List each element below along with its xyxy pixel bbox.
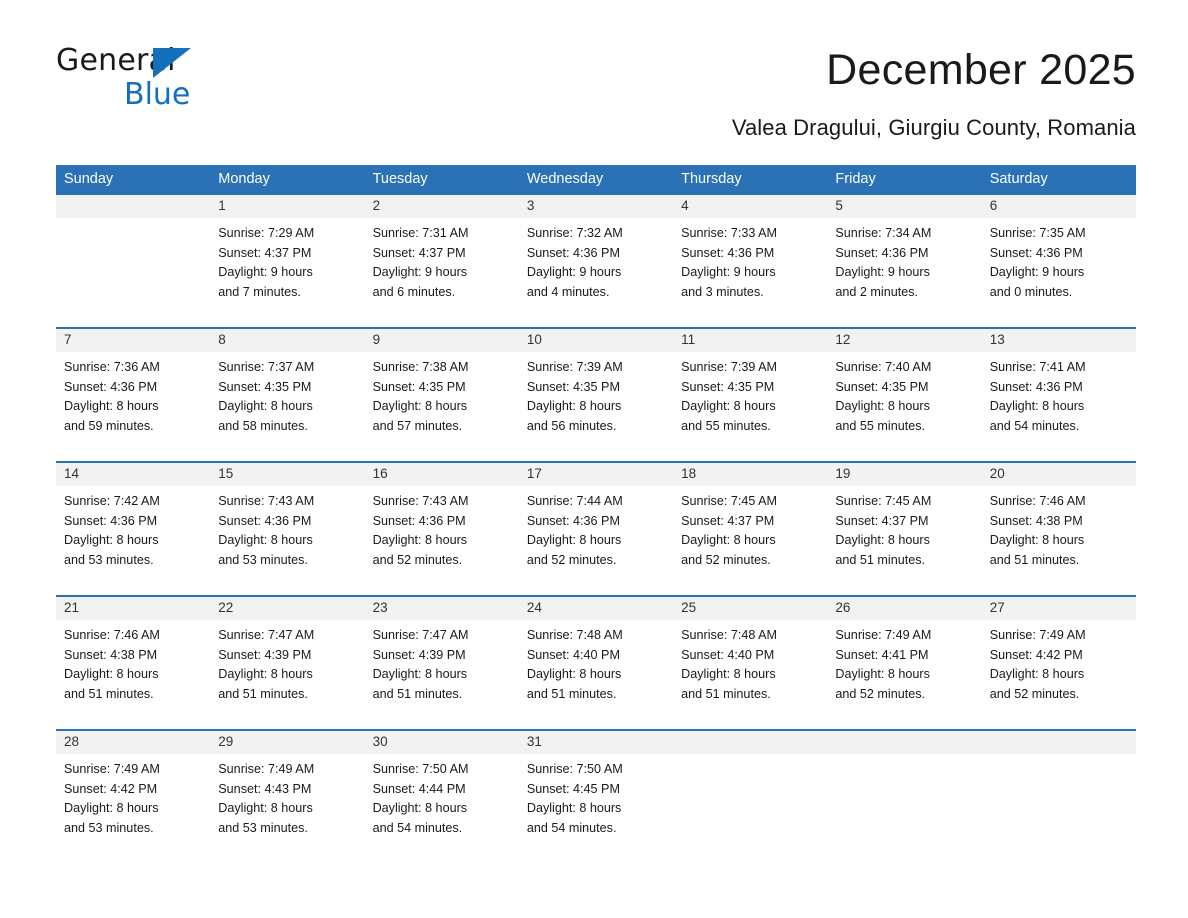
day-info-line: Daylight: 8 hours	[64, 667, 159, 682]
day-number-cell[interactable]: 8	[210, 328, 364, 352]
day-info-line: Sunrise: 7:43 AM	[372, 494, 469, 509]
day-info-cell	[827, 218, 981, 314]
day-info-line: Sunset: 4:36 PM	[218, 513, 312, 528]
spacer-cell	[365, 448, 519, 462]
day-number-cell[interactable]: 25	[673, 596, 827, 620]
weekday-header-thursday: Thursday	[673, 165, 827, 194]
day-info-line: Sunrise: 7:50 AM	[372, 762, 469, 777]
day-number-cell[interactable]: 1	[210, 194, 364, 218]
day-info-line: and 54 minutes.	[526, 820, 617, 835]
calendar-daynumber-row	[56, 462, 1136, 486]
empty-cell	[673, 754, 827, 850]
day-info-line: Sunrise: 7:39 AM	[526, 360, 623, 375]
day-number-cell[interactable]: 24	[519, 596, 673, 620]
day-number-cell[interactable]: 16	[365, 462, 519, 486]
location-subtitle: Valea Dragului, Giurgiu County, Romania	[731, 115, 1136, 141]
day-number-cell[interactable]: 6	[982, 194, 1136, 218]
day-info-line: Daylight: 8 hours	[372, 399, 468, 414]
day-info-line: Daylight: 8 hours	[681, 533, 776, 548]
day-info-cell	[673, 352, 827, 448]
day-info-line: Daylight: 8 hours	[835, 533, 930, 548]
day-info-line: Sunrise: 7:49 AM	[64, 762, 160, 777]
weekday-header-monday: Monday	[210, 165, 364, 194]
day-info-line: and 54 minutes.	[989, 418, 1080, 433]
spacer-cell	[673, 716, 827, 730]
day-info-line: Daylight: 8 hours	[989, 667, 1085, 682]
day-info-cell	[827, 352, 981, 448]
day-info-line: Sunrise: 7:33 AM	[681, 226, 778, 241]
day-info-line: Sunset: 4:45 PM	[526, 781, 620, 796]
day-number-cell[interactable]: 29	[210, 730, 364, 754]
row-spacer	[56, 314, 1136, 328]
day-info-cell	[519, 218, 673, 314]
day-info-line: Sunset: 4:43 PM	[218, 781, 312, 796]
spacer-cell	[673, 582, 827, 596]
day-info-cell	[210, 486, 364, 582]
day-number-cell[interactable]: 2	[365, 194, 519, 218]
day-info-line: and 7 minutes.	[218, 284, 301, 299]
spacer-cell	[210, 448, 364, 462]
calendar-info-row	[56, 352, 1136, 448]
day-info-line: Sunrise: 7:29 AM	[218, 226, 315, 241]
day-info-line: Sunrise: 7:34 AM	[835, 226, 932, 241]
spacer-cell	[365, 314, 519, 328]
day-info-cell	[210, 754, 364, 850]
day-info-line: Sunrise: 7:32 AM	[526, 226, 623, 241]
day-info-line: Daylight: 9 hours	[835, 265, 930, 280]
day-info-line: Daylight: 9 hours	[372, 265, 468, 280]
calendar-info-row	[56, 754, 1136, 850]
day-info-line: Daylight: 8 hours	[526, 801, 622, 816]
generalblue-logo	[56, 43, 206, 112]
calendar-info-row	[56, 486, 1136, 582]
day-info-line: and 3 minutes.	[681, 284, 764, 299]
day-info-line: and 51 minutes.	[218, 686, 308, 701]
spacer-cell	[673, 314, 827, 328]
day-info-line: Daylight: 8 hours	[835, 667, 930, 682]
day-info-line: and 2 minutes.	[835, 284, 919, 299]
day-info-line: and 53 minutes.	[218, 552, 308, 567]
day-info-line: Daylight: 8 hours	[835, 399, 930, 414]
spacer-cell	[210, 582, 364, 596]
day-info-line: and 59 minutes.	[64, 418, 154, 433]
empty-cell	[673, 730, 827, 754]
day-info-line: Sunset: 4:37 PM	[681, 513, 775, 528]
day-info-line: and 51 minutes.	[835, 552, 926, 567]
day-info-line: Sunset: 4:42 PM	[989, 647, 1083, 662]
day-info-line: Daylight: 8 hours	[989, 399, 1085, 414]
spacer-cell	[365, 582, 519, 596]
day-info-line: Daylight: 8 hours	[218, 667, 313, 682]
day-info-line: Sunrise: 7:37 AM	[218, 360, 315, 375]
day-info-line: Sunset: 4:36 PM	[681, 245, 775, 260]
day-info-line: and 57 minutes.	[372, 418, 463, 433]
day-number-cell[interactable]: 5	[827, 194, 981, 218]
day-info-line: Sunset: 4:36 PM	[835, 245, 929, 260]
day-info-line: and 51 minutes.	[64, 686, 154, 701]
day-info-cell	[210, 218, 364, 314]
logo-blue-text: Blue	[124, 77, 191, 112]
day-info-line: and 51 minutes.	[526, 686, 617, 701]
day-info-cell	[673, 486, 827, 582]
spacer-cell	[210, 314, 364, 328]
day-number-cell[interactable]: 15	[210, 462, 364, 486]
day-info-line: Sunrise: 7:50 AM	[526, 762, 623, 777]
day-info-line: and 52 minutes.	[526, 552, 617, 567]
day-info-cell	[210, 352, 364, 448]
day-info-line: and 51 minutes.	[372, 686, 463, 701]
weekday-header-saturday: Saturday	[982, 165, 1136, 194]
empty-cell	[56, 194, 210, 218]
day-info-cell	[827, 486, 981, 582]
day-info-cell	[982, 620, 1136, 716]
day-info-cell	[365, 486, 519, 582]
day-info-line: Sunset: 4:35 PM	[526, 379, 620, 394]
day-number-cell[interactable]: 14	[56, 462, 210, 486]
spacer-cell	[519, 582, 673, 596]
day-number-cell[interactable]: 18	[673, 462, 827, 486]
day-info-line: Sunrise: 7:42 AM	[64, 494, 160, 509]
spacer-cell	[982, 314, 1136, 328]
day-info-cell	[56, 486, 210, 582]
calendar-daynumber-row	[56, 596, 1136, 620]
triangle-icon	[153, 48, 191, 78]
day-info-cell	[519, 352, 673, 448]
day-info-line: Daylight: 8 hours	[526, 667, 622, 682]
day-info-line: Sunrise: 7:44 AM	[526, 494, 623, 509]
spacer-cell	[827, 582, 981, 596]
spacer-cell	[56, 314, 210, 328]
day-info-line: Sunrise: 7:40 AM	[835, 360, 932, 375]
day-info-line: and 0 minutes.	[989, 284, 1073, 299]
spacer-cell	[673, 448, 827, 462]
spacer-cell	[519, 314, 673, 328]
day-info-cell	[982, 486, 1136, 582]
day-info-cell	[827, 620, 981, 716]
day-info-line: Sunrise: 7:48 AM	[681, 628, 778, 643]
day-info-line: Sunset: 4:37 PM	[835, 513, 929, 528]
calendar-info-row	[56, 620, 1136, 716]
day-info-line: Sunset: 4:36 PM	[64, 513, 158, 528]
day-info-line: Sunset: 4:38 PM	[64, 647, 158, 662]
calendar-daynumber-row	[56, 194, 1136, 218]
day-info-line: Sunset: 4:36 PM	[372, 513, 466, 528]
day-info-line: Sunset: 4:38 PM	[989, 513, 1083, 528]
day-number-cell[interactable]: 20	[982, 462, 1136, 486]
day-info-line: and 58 minutes.	[218, 418, 308, 433]
day-number-cell[interactable]: 17	[519, 462, 673, 486]
page-header	[0, 0, 1188, 141]
day-info-line: and 6 minutes.	[372, 284, 456, 299]
day-info-line: Sunset: 4:44 PM	[372, 781, 466, 796]
calendar-info-row	[56, 218, 1136, 314]
day-info-line: Sunset: 4:35 PM	[372, 379, 466, 394]
day-info-line: Sunset: 4:36 PM	[64, 379, 158, 394]
spacer-cell	[519, 448, 673, 462]
title-block	[206, 46, 1136, 141]
day-number-cell[interactable]: 31	[519, 730, 673, 754]
day-info-cell	[365, 620, 519, 716]
spacer-cell	[827, 448, 981, 462]
day-info-line: Sunrise: 7:45 AM	[681, 494, 778, 509]
spacer-cell	[982, 716, 1136, 730]
day-info-cell	[519, 754, 673, 850]
day-number-cell[interactable]: 27	[982, 596, 1136, 620]
day-info-line: and 53 minutes.	[218, 820, 308, 835]
day-info-line: Sunset: 4:40 PM	[681, 647, 775, 662]
day-number-cell[interactable]: 30	[365, 730, 519, 754]
day-info-line: Sunrise: 7:45 AM	[835, 494, 932, 509]
spacer-cell	[365, 716, 519, 730]
row-spacer	[56, 716, 1136, 730]
day-info-line: Sunset: 4:39 PM	[218, 647, 312, 662]
day-info-cell	[519, 486, 673, 582]
calendar-body	[56, 194, 1136, 850]
empty-cell	[982, 754, 1136, 850]
day-info-cell	[982, 352, 1136, 448]
day-info-line: Daylight: 8 hours	[64, 399, 159, 414]
day-info-line: and 55 minutes.	[681, 418, 771, 433]
day-info-line: Sunrise: 7:36 AM	[64, 360, 160, 375]
day-info-line: Sunset: 4:35 PM	[218, 379, 312, 394]
day-number-cell[interactable]: 4	[673, 194, 827, 218]
day-info-cell	[365, 352, 519, 448]
day-info-line: and 54 minutes.	[372, 820, 463, 835]
day-number-cell[interactable]: 3	[519, 194, 673, 218]
day-number-cell[interactable]: 10	[519, 328, 673, 352]
calendar-daynumber-row	[56, 328, 1136, 352]
spacer-cell	[827, 314, 981, 328]
day-info-line: and 52 minutes.	[835, 686, 926, 701]
day-info-line: Daylight: 8 hours	[218, 399, 313, 414]
spacer-cell	[519, 716, 673, 730]
day-info-line: Sunset: 4:42 PM	[64, 781, 158, 796]
day-info-line: Sunset: 4:40 PM	[526, 647, 620, 662]
weekday-header-wednesday: Wednesday	[519, 165, 673, 194]
day-info-line: Sunrise: 7:49 AM	[989, 628, 1086, 643]
day-info-line: Sunrise: 7:47 AM	[372, 628, 469, 643]
day-info-line: Sunrise: 7:46 AM	[64, 628, 160, 643]
day-info-cell	[56, 754, 210, 850]
day-info-line: Daylight: 9 hours	[218, 265, 313, 280]
day-info-line: and 52 minutes.	[372, 552, 463, 567]
day-info-line: Daylight: 8 hours	[372, 801, 468, 816]
spacer-cell	[827, 716, 981, 730]
weekday-header-friday: Friday	[827, 165, 981, 194]
spacer-cell	[982, 582, 1136, 596]
day-number-cell[interactable]: 7	[56, 328, 210, 352]
day-info-line: Sunrise: 7:31 AM	[372, 226, 469, 241]
day-info-line: Sunrise: 7:38 AM	[372, 360, 469, 375]
day-info-cell	[365, 754, 519, 850]
row-spacer	[56, 582, 1136, 596]
day-info-cell	[56, 620, 210, 716]
day-info-line: Sunset: 4:36 PM	[989, 379, 1083, 394]
day-number-cell[interactable]: 11	[673, 328, 827, 352]
day-info-line: Sunset: 4:35 PM	[681, 379, 775, 394]
day-info-cell	[365, 218, 519, 314]
spacer-cell	[56, 448, 210, 462]
weekday-header-tuesday: Tuesday	[365, 165, 519, 194]
day-info-line: Daylight: 8 hours	[218, 533, 313, 548]
day-info-line: and 4 minutes.	[526, 284, 610, 299]
day-info-line: Daylight: 8 hours	[372, 533, 468, 548]
day-info-line: and 51 minutes.	[989, 552, 1080, 567]
day-info-line: Sunrise: 7:43 AM	[218, 494, 315, 509]
day-info-line: Sunset: 4:37 PM	[372, 245, 466, 260]
day-info-line: and 56 minutes.	[526, 418, 617, 433]
day-info-cell	[982, 218, 1136, 314]
day-info-line: Daylight: 9 hours	[681, 265, 776, 280]
empty-cell	[827, 730, 981, 754]
day-info-line: Sunset: 4:36 PM	[526, 245, 620, 260]
day-info-line: Sunset: 4:36 PM	[989, 245, 1083, 260]
day-info-line: Daylight: 8 hours	[526, 399, 622, 414]
spacer-cell	[56, 582, 210, 596]
calendar-daynumber-row	[56, 730, 1136, 754]
day-number-cell[interactable]: 22	[210, 596, 364, 620]
day-info-line: Sunrise: 7:39 AM	[681, 360, 778, 375]
weekday-header-sunday: Sunday	[56, 165, 210, 194]
day-info-line: and 51 minutes.	[681, 686, 771, 701]
spacer-cell	[56, 716, 210, 730]
day-number-cell[interactable]: 19	[827, 462, 981, 486]
spacer-cell	[982, 448, 1136, 462]
day-info-line: and 53 minutes.	[64, 552, 154, 567]
day-info-line: Sunrise: 7:41 AM	[989, 360, 1086, 375]
sunrise-sunset-calendar	[56, 165, 1136, 850]
day-info-cell	[673, 620, 827, 716]
day-info-line: Daylight: 9 hours	[989, 265, 1085, 280]
day-info-line: Sunset: 4:39 PM	[372, 647, 466, 662]
day-info-line: and 53 minutes.	[64, 820, 154, 835]
day-info-line: Sunrise: 7:48 AM	[526, 628, 623, 643]
day-info-line: Daylight: 8 hours	[681, 667, 776, 682]
day-info-cell	[210, 620, 364, 716]
day-info-line: and 52 minutes.	[989, 686, 1080, 701]
day-info-line: Sunset: 4:35 PM	[835, 379, 929, 394]
day-info-line: Sunrise: 7:35 AM	[989, 226, 1086, 241]
day-info-line: Sunset: 4:36 PM	[526, 513, 620, 528]
day-info-line: Sunrise: 7:49 AM	[218, 762, 315, 777]
day-info-cell	[56, 352, 210, 448]
page-title: December 2025	[826, 46, 1136, 94]
day-info-line: Daylight: 8 hours	[372, 667, 468, 682]
day-info-line: Sunrise: 7:47 AM	[218, 628, 315, 643]
logo-general-text: General	[56, 43, 176, 78]
day-info-line: Daylight: 8 hours	[681, 399, 776, 414]
day-info-line: Daylight: 9 hours	[526, 265, 622, 280]
day-info-line: Daylight: 8 hours	[64, 533, 159, 548]
day-number-cell[interactable]: 13	[982, 328, 1136, 352]
day-info-line: and 55 minutes.	[835, 418, 926, 433]
empty-cell	[982, 730, 1136, 754]
day-number-cell[interactable]: 12	[827, 328, 981, 352]
row-spacer	[56, 448, 1136, 462]
day-info-line: Daylight: 8 hours	[989, 533, 1085, 548]
day-info-cell	[673, 218, 827, 314]
spacer-cell	[210, 716, 364, 730]
day-info-cell	[519, 620, 673, 716]
empty-cell	[56, 218, 210, 314]
day-number-cell[interactable]: 9	[365, 328, 519, 352]
day-info-line: Daylight: 8 hours	[218, 801, 313, 816]
day-number-cell[interactable]: 21	[56, 596, 210, 620]
day-number-cell[interactable]: 23	[365, 596, 519, 620]
day-info-line: Daylight: 8 hours	[64, 801, 159, 816]
day-info-line: and 52 minutes.	[681, 552, 771, 567]
weekday-header-row	[56, 165, 1136, 194]
empty-cell	[827, 754, 981, 850]
day-info-line: Sunrise: 7:46 AM	[989, 494, 1086, 509]
day-info-line: Sunrise: 7:49 AM	[835, 628, 932, 643]
day-number-cell[interactable]: 28	[56, 730, 210, 754]
day-info-line: Sunset: 4:41 PM	[835, 647, 929, 662]
day-number-cell[interactable]: 26	[827, 596, 981, 620]
day-info-line: Sunset: 4:37 PM	[218, 245, 312, 260]
day-info-line: Daylight: 8 hours	[526, 533, 622, 548]
